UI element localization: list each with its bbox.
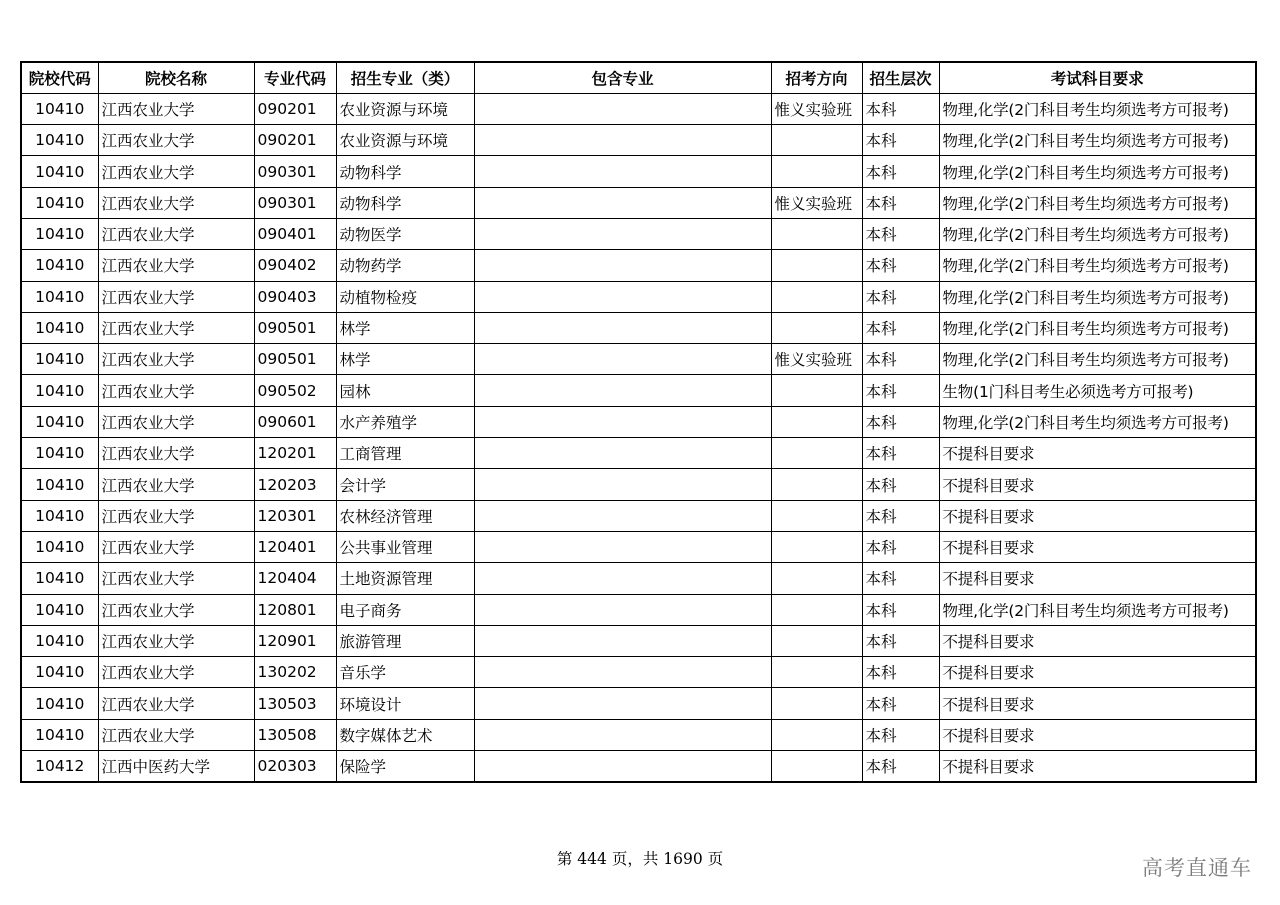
cell-contained-majors — [474, 688, 771, 719]
cell-school-code: 10410 — [21, 250, 98, 281]
cell-subject-requirement: 物理,化学(2门科目考生均须选考方可报考) — [939, 312, 1256, 343]
cell-school-name: 江西农业大学 — [98, 719, 254, 750]
cell-contained-majors — [474, 657, 771, 688]
cell-level: 本科 — [862, 281, 939, 312]
cell-direction — [771, 625, 862, 656]
cell-contained-majors — [474, 594, 771, 625]
cell-subject-requirement: 物理,化学(2门科目考生均须选考方可报考) — [939, 156, 1256, 187]
cell-school-name: 江西农业大学 — [98, 187, 254, 218]
cell-direction — [771, 563, 862, 594]
cell-direction — [771, 751, 862, 782]
admission-table — [20, 61, 1257, 783]
cell-subject-requirement: 物理,化学(2门科目考生均须选考方可报考) — [939, 406, 1256, 437]
cell-major: 工商管理 — [336, 438, 474, 469]
cell-subject-requirement: 不提科目要求 — [939, 688, 1256, 719]
cell-direction — [771, 406, 862, 437]
cell-major: 公共事业管理 — [336, 531, 474, 562]
cell-major: 林学 — [336, 312, 474, 343]
cell-major: 旅游管理 — [336, 625, 474, 656]
cell-major-code: 090403 — [254, 281, 336, 312]
table-row — [21, 500, 1256, 531]
table-row — [21, 657, 1256, 688]
cell-subject-requirement: 不提科目要求 — [939, 469, 1256, 500]
cell-school-name: 江西中医药大学 — [98, 751, 254, 782]
cell-major-code: 130503 — [254, 688, 336, 719]
table-row — [21, 594, 1256, 625]
cell-level: 本科 — [862, 469, 939, 500]
cell-major: 园林 — [336, 375, 474, 406]
cell-level: 本科 — [862, 751, 939, 782]
cell-major-code: 090502 — [254, 375, 336, 406]
cell-school-name: 江西农业大学 — [98, 406, 254, 437]
cell-contained-majors — [474, 218, 771, 249]
table-row — [21, 375, 1256, 406]
cell-subject-requirement: 不提科目要求 — [939, 563, 1256, 594]
cell-school-code: 10410 — [21, 375, 98, 406]
cell-school-code: 10410 — [21, 312, 98, 343]
cell-major-code: 090601 — [254, 406, 336, 437]
cell-major: 保险学 — [336, 751, 474, 782]
cell-school-code: 10410 — [21, 156, 98, 187]
cell-contained-majors — [474, 281, 771, 312]
cell-direction — [771, 688, 862, 719]
cell-subject-requirement: 物理,化学(2门科目考生均须选考方可报考) — [939, 281, 1256, 312]
cell-level: 本科 — [862, 344, 939, 375]
cell-level: 本科 — [862, 563, 939, 594]
cell-level: 本科 — [862, 218, 939, 249]
header-level: 招生层次 — [862, 62, 939, 93]
table-row — [21, 344, 1256, 375]
cell-major: 林学 — [336, 344, 474, 375]
table-row — [21, 218, 1256, 249]
cell-direction — [771, 594, 862, 625]
cell-major: 农业资源与环境 — [336, 125, 474, 156]
cell-school-code: 10410 — [21, 93, 98, 124]
cell-level: 本科 — [862, 250, 939, 281]
cell-level: 本科 — [862, 375, 939, 406]
cell-subject-requirement: 物理,化学(2门科目考生均须选考方可报考) — [939, 93, 1256, 124]
cell-school-name: 江西农业大学 — [98, 469, 254, 500]
cell-direction — [771, 250, 862, 281]
cell-school-name: 江西农业大学 — [98, 531, 254, 562]
cell-subject-requirement: 不提科目要求 — [939, 531, 1256, 562]
table-row — [21, 625, 1256, 656]
cell-direction — [771, 218, 862, 249]
cell-school-name: 江西农业大学 — [98, 93, 254, 124]
cell-school-name: 江西农业大学 — [98, 375, 254, 406]
cell-contained-majors — [474, 93, 771, 124]
cell-subject-requirement: 不提科目要求 — [939, 500, 1256, 531]
cell-major-code: 130508 — [254, 719, 336, 750]
cell-contained-majors — [474, 563, 771, 594]
cell-level: 本科 — [862, 312, 939, 343]
table-row — [21, 312, 1256, 343]
cell-level: 本科 — [862, 93, 939, 124]
cell-direction: 惟义实验班 — [771, 344, 862, 375]
table-row — [21, 187, 1256, 218]
cell-school-name: 江西农业大学 — [98, 563, 254, 594]
cell-level: 本科 — [862, 187, 939, 218]
cell-school-code: 10410 — [21, 469, 98, 500]
cell-school-code: 10410 — [21, 625, 98, 656]
cell-school-name: 江西农业大学 — [98, 125, 254, 156]
table-row — [21, 281, 1256, 312]
cell-major: 农业资源与环境 — [336, 93, 474, 124]
cell-major: 动物科学 — [336, 156, 474, 187]
cell-school-code: 10410 — [21, 594, 98, 625]
cell-school-name: 江西农业大学 — [98, 344, 254, 375]
cell-level: 本科 — [862, 125, 939, 156]
cell-contained-majors — [474, 751, 771, 782]
cell-major-code: 090201 — [254, 93, 336, 124]
cell-direction — [771, 281, 862, 312]
table-row — [21, 438, 1256, 469]
cell-level: 本科 — [862, 625, 939, 656]
table-row — [21, 751, 1256, 782]
cell-school-code: 10410 — [21, 438, 98, 469]
cell-direction — [771, 438, 862, 469]
table-row — [21, 93, 1256, 124]
table-row — [21, 531, 1256, 562]
cell-level: 本科 — [862, 531, 939, 562]
header-major: 招生专业（类） — [336, 62, 474, 93]
cell-level: 本科 — [862, 594, 939, 625]
cell-subject-requirement: 物理,化学(2门科目考生均须选考方可报考) — [939, 218, 1256, 249]
cell-school-name: 江西农业大学 — [98, 500, 254, 531]
cell-major-code: 090401 — [254, 218, 336, 249]
cell-contained-majors — [474, 438, 771, 469]
cell-direction: 惟义实验班 — [771, 187, 862, 218]
cell-contained-majors — [474, 156, 771, 187]
cell-contained-majors — [474, 500, 771, 531]
cell-direction — [771, 125, 862, 156]
cell-level: 本科 — [862, 438, 939, 469]
cell-school-name: 江西农业大学 — [98, 218, 254, 249]
cell-contained-majors — [474, 406, 771, 437]
cell-major-code: 120301 — [254, 500, 336, 531]
cell-contained-majors — [474, 531, 771, 562]
header-school-code: 院校代码 — [21, 62, 98, 93]
cell-level: 本科 — [862, 719, 939, 750]
cell-school-code: 10410 — [21, 531, 98, 562]
cell-school-code: 10410 — [21, 187, 98, 218]
cell-school-name: 江西农业大学 — [98, 625, 254, 656]
cell-contained-majors — [474, 375, 771, 406]
cell-level: 本科 — [862, 406, 939, 437]
table-row — [21, 250, 1256, 281]
cell-direction — [771, 531, 862, 562]
cell-subject-requirement: 物理,化学(2门科目考生均须选考方可报考) — [939, 187, 1256, 218]
cell-major-code: 090301 — [254, 187, 336, 218]
cell-direction — [771, 719, 862, 750]
table-body — [21, 93, 1256, 782]
cell-direction — [771, 375, 862, 406]
cell-level: 本科 — [862, 657, 939, 688]
cell-major: 土地资源管理 — [336, 563, 474, 594]
cell-contained-majors — [474, 187, 771, 218]
cell-school-name: 江西农业大学 — [98, 688, 254, 719]
cell-major-code: 120404 — [254, 563, 336, 594]
cell-major: 动物科学 — [336, 187, 474, 218]
cell-school-code: 10410 — [21, 563, 98, 594]
cell-major-code: 120801 — [254, 594, 336, 625]
cell-school-name: 江西农业大学 — [98, 250, 254, 281]
header-major-code: 专业代码 — [254, 62, 336, 93]
cell-major-code: 090402 — [254, 250, 336, 281]
cell-school-name: 江西农业大学 — [98, 438, 254, 469]
cell-school-code: 10410 — [21, 406, 98, 437]
cell-major-code: 120203 — [254, 469, 336, 500]
cell-major: 水产养殖学 — [336, 406, 474, 437]
cell-major: 数字媒体艺术 — [336, 719, 474, 750]
cell-school-name: 江西农业大学 — [98, 281, 254, 312]
cell-direction — [771, 469, 862, 500]
cell-school-code: 10410 — [21, 688, 98, 719]
cell-major-code: 120201 — [254, 438, 336, 469]
cell-subject-requirement: 不提科目要求 — [939, 719, 1256, 750]
table-row — [21, 156, 1256, 187]
cell-level: 本科 — [862, 688, 939, 719]
table-row — [21, 563, 1256, 594]
cell-contained-majors — [474, 625, 771, 656]
cell-direction: 惟义实验班 — [771, 93, 862, 124]
cell-major: 环境设计 — [336, 688, 474, 719]
cell-direction — [771, 500, 862, 531]
cell-school-code: 10410 — [21, 344, 98, 375]
cell-major-code: 020303 — [254, 751, 336, 782]
cell-school-name: 江西农业大学 — [98, 657, 254, 688]
cell-contained-majors — [474, 344, 771, 375]
header-contained-majors: 包含专业 — [474, 62, 771, 93]
watermark: 高考直通车 — [1142, 856, 1252, 880]
cell-major-code: 090501 — [254, 344, 336, 375]
cell-subject-requirement: 不提科目要求 — [939, 438, 1256, 469]
cell-subject-requirement: 不提科目要求 — [939, 751, 1256, 782]
cell-contained-majors — [474, 719, 771, 750]
cell-level: 本科 — [862, 156, 939, 187]
cell-major-code: 090201 — [254, 125, 336, 156]
cell-major-code: 090501 — [254, 312, 336, 343]
cell-school-name: 江西农业大学 — [98, 312, 254, 343]
cell-major: 动植物检疫 — [336, 281, 474, 312]
cell-school-code: 10412 — [21, 751, 98, 782]
header-school-name: 院校名称 — [98, 62, 254, 93]
cell-school-code: 10410 — [21, 500, 98, 531]
cell-contained-majors — [474, 312, 771, 343]
cell-major-code: 120401 — [254, 531, 336, 562]
table-row — [21, 688, 1256, 719]
cell-major-code: 120901 — [254, 625, 336, 656]
cell-school-code: 10410 — [21, 281, 98, 312]
header-direction: 招考方向 — [771, 62, 862, 93]
cell-subject-requirement: 不提科目要求 — [939, 625, 1256, 656]
cell-subject-requirement: 物理,化学(2门科目考生均须选考方可报考) — [939, 344, 1256, 375]
cell-direction — [771, 156, 862, 187]
header-row — [21, 62, 1256, 93]
cell-direction — [771, 312, 862, 343]
cell-school-name: 江西农业大学 — [98, 156, 254, 187]
table-row — [21, 469, 1256, 500]
cell-subject-requirement: 物理,化学(2门科目考生均须选考方可报考) — [939, 594, 1256, 625]
cell-subject-requirement: 生物(1门科目考生必须选考方可报考) — [939, 375, 1256, 406]
cell-major-code: 090301 — [254, 156, 336, 187]
cell-school-code: 10410 — [21, 719, 98, 750]
cell-school-code: 10410 — [21, 125, 98, 156]
page-number: 第 444 页，共 1690 页 — [556, 850, 724, 868]
table-row — [21, 719, 1256, 750]
cell-subject-requirement: 物理,化学(2门科目考生均须选考方可报考) — [939, 125, 1256, 156]
table-row — [21, 125, 1256, 156]
cell-direction — [771, 657, 862, 688]
cell-major: 电子商务 — [336, 594, 474, 625]
cell-major: 动物医学 — [336, 218, 474, 249]
cell-major: 会计学 — [336, 469, 474, 500]
cell-major-code: 130202 — [254, 657, 336, 688]
table-header — [21, 62, 1256, 93]
cell-major: 动物药学 — [336, 250, 474, 281]
cell-contained-majors — [474, 125, 771, 156]
cell-major: 音乐学 — [336, 657, 474, 688]
cell-contained-majors — [474, 469, 771, 500]
cell-subject-requirement: 物理,化学(2门科目考生均须选考方可报考) — [939, 250, 1256, 281]
table-row — [21, 406, 1256, 437]
cell-school-name: 江西农业大学 — [98, 594, 254, 625]
cell-contained-majors — [474, 250, 771, 281]
cell-school-code: 10410 — [21, 218, 98, 249]
cell-level: 本科 — [862, 500, 939, 531]
cell-major: 农林经济管理 — [336, 500, 474, 531]
header-subject-requirement: 考试科目要求 — [939, 62, 1256, 93]
cell-subject-requirement: 不提科目要求 — [939, 657, 1256, 688]
cell-school-code: 10410 — [21, 657, 98, 688]
